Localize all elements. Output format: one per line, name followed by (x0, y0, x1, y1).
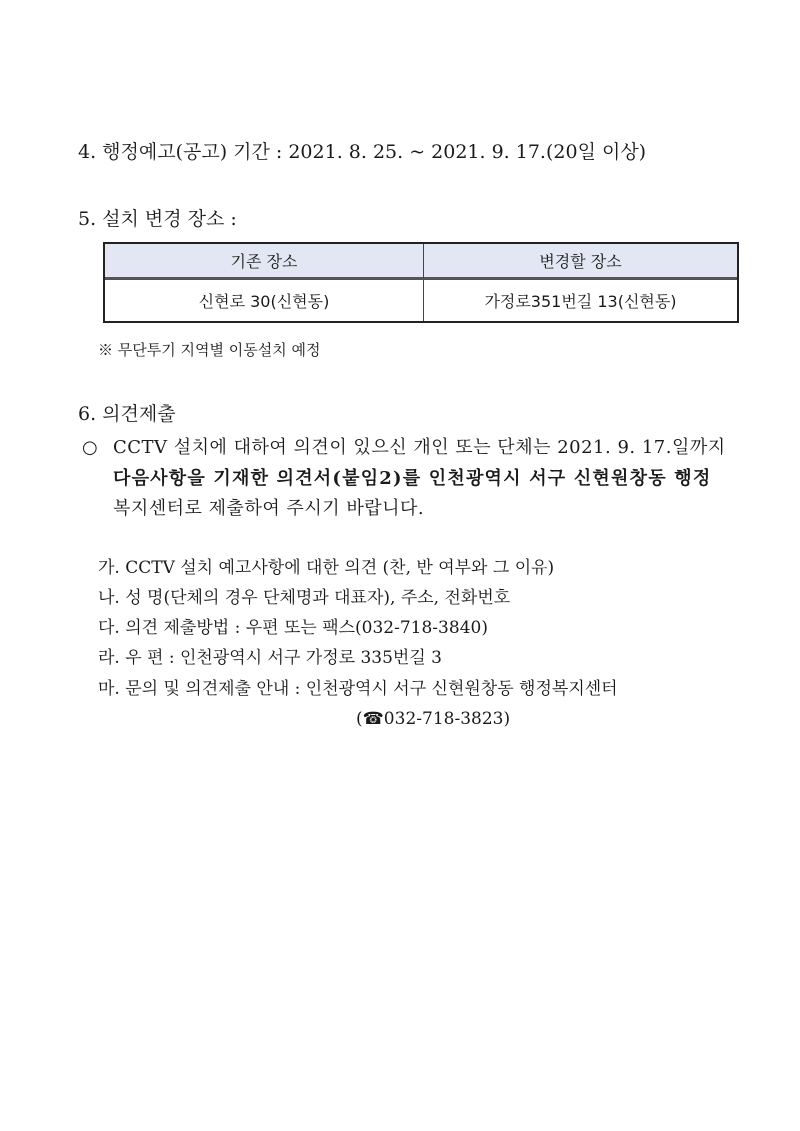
table-cell-current-location: 신현로 30(신현동) (105, 280, 424, 321)
table-header-current-location: 기존 장소 (105, 244, 424, 280)
location-table (103, 242, 739, 323)
item-ra-mail: 라. 우 편 : 인천광역시 서구 가정로 335번길 3 (98, 648, 442, 668)
table-cell-new-location: 가정로351번길 13(신현동) (484, 292, 677, 311)
bullet-circle-icon: ○ (82, 437, 98, 458)
table-header-new-location: 변경할 장소 (424, 244, 737, 280)
section-4-period: 4. 행정예고(공고) 기간 : 2021. 8. 25. ~ 2021. 9. 17.(20일 이상) (78, 141, 647, 163)
item-ga-opinion: 가. CCTV 설치 예고사항에 대한 의견 (찬, 반 여부와 그 이유) (98, 558, 555, 578)
section-6-heading: 6. 의견제출 (78, 403, 176, 425)
item-da-method: 다. 의견 제출방법 : 우편 또는 팩스(032-718-3840) (98, 618, 488, 638)
paragraph-line-3: 복지센터로 제출하여 주시기 바랍니다. (113, 498, 425, 519)
section-5-heading: 5. 설치 변경 장소 : (78, 208, 237, 230)
paragraph-line-2: 다음사항을 기재한 의견서(붙임2)를 인천광역시 서구 신현원창동 행정 (113, 468, 712, 489)
paragraph-line-1: CCTV 설치에 대하여 의견이 있으신 개인 또는 단체는 2021. 9. 17.일까지 (113, 437, 726, 458)
item-na-name: 나. 성 명(단체의 경우 단체명과 대표자), 주소, 전화번호 (98, 588, 511, 608)
item-ma-inquiry: 마. 문의 및 의견제출 안내 : 인천광역시 서구 신현원창동 행정복지센터 (98, 679, 618, 699)
contact-phone: (☎032-718-3823) (356, 709, 511, 729)
relocation-note: ※ 무단투기 지역별 이동설치 예정 (98, 341, 321, 359)
